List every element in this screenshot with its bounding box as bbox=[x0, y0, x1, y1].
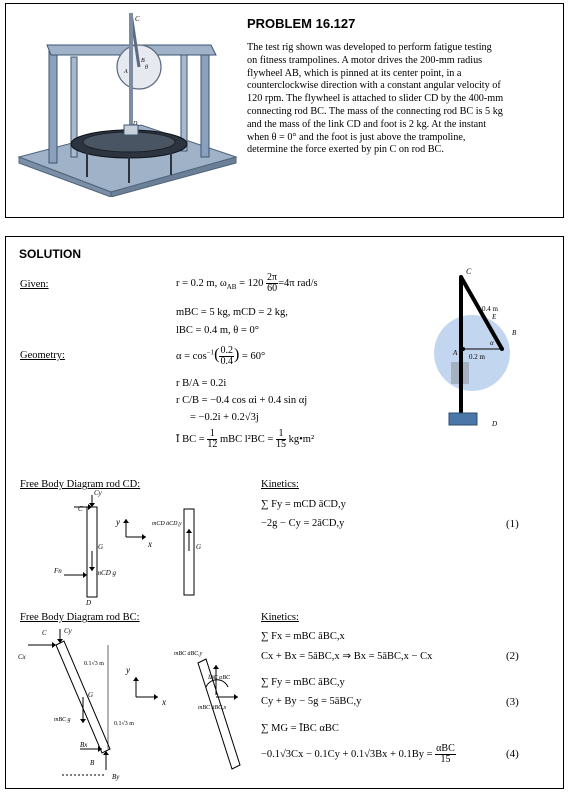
statement-line: and the mass of the link CD and foot is 2 kg. At the instant bbox=[247, 118, 487, 130]
geometry-ibar: Ī BC = $\frac{1}{12}$ mBC l²BC = $\frac{1}{15}$ kg•m² bbox=[176, 428, 315, 450]
fbd-cd-diagram bbox=[34, 489, 234, 607]
problem-title: PROBLEM 16.127 bbox=[247, 16, 356, 31]
diagram-label-e: E bbox=[492, 313, 497, 321]
kinetics-label-cd: Kinetics: bbox=[261, 479, 299, 490]
diagram-label-c: C bbox=[466, 267, 472, 276]
statement-line: counterclockwise direction with a constant angular velocity of bbox=[247, 80, 501, 92]
given-eq-2: mBC = 5 kg, mCD = 2 kg, bbox=[176, 307, 288, 318]
rig-label-a: A bbox=[124, 69, 128, 75]
kinetics-bc-e4: Cy + By − 5g = 5āBC,y bbox=[261, 696, 362, 707]
fbd-bc-d1: 0.1√3 m bbox=[84, 661, 104, 667]
kinetics-bc-e3: ∑ Fy = mBC āBC,y bbox=[261, 677, 345, 688]
rig-label-theta: θ bbox=[145, 65, 148, 71]
fbd-bc-x: x bbox=[162, 697, 166, 707]
fbd-cd-y: y bbox=[116, 517, 120, 527]
kinetics-bc-e6: −0.1√3Cx − 0.1Cy + 0.1√3Bx + 0.1By = $\frac{\text{αBC}}{15}$ bbox=[261, 743, 455, 765]
fbd-cd-mg: mCD g bbox=[96, 569, 117, 577]
fbd-cd-x: x bbox=[148, 539, 152, 549]
diagram-label-d: D bbox=[492, 420, 498, 428]
fbd-bc-c: C bbox=[42, 629, 47, 637]
statement-line: on fitness trampolines. A motor drives the 200-mm radius bbox=[247, 54, 483, 66]
statement-line: 120 rpm. The flywheel is attached to slider CD by the 400-mm bbox=[247, 93, 504, 105]
geometry-label: Geometry: bbox=[20, 350, 65, 361]
given-eq-1: r = 0.2 m, $\omega_{AB} = 120$ $\frac{2\pi}{60}$ =4π rad/s bbox=[176, 272, 318, 294]
geometry-rcb-2: = −0.2i + 0.2√3j bbox=[190, 412, 259, 423]
fbd-cd-label: Free Body Diagram rod CD: bbox=[20, 479, 141, 490]
kinetics-bc-e2: Cx + Bx = 5āBC,x ⇒ Bx = 5āBC,x − Cx bbox=[261, 651, 433, 662]
fbd-cd-cy: Cy bbox=[94, 489, 102, 497]
fbd-bc-d2: 0.1√3 m bbox=[114, 721, 134, 727]
kinetics-cd-e2: −2g − Cy = 2āCD,y bbox=[261, 518, 345, 529]
statement-line: The test rig shown was developed to perform fatigue testing bbox=[247, 42, 492, 53]
equation-number-2: (2) bbox=[506, 650, 519, 662]
statement-line: when θ = 0° and the foot is just above the trampoline, bbox=[247, 131, 466, 143]
statement-line: connecting rod BC. The mass of the connecting rod BC is 5 kg bbox=[247, 105, 503, 117]
rig-label-c: C bbox=[135, 15, 140, 23]
diagram-label-alpha: α bbox=[490, 339, 494, 347]
fbd-cd-d: D bbox=[86, 599, 92, 607]
fbd-bc-may: mBC āBC,y bbox=[174, 651, 203, 657]
fbd-bc-ia: ĪBC αBC bbox=[208, 675, 230, 681]
fbd-bc-cy: Cy bbox=[64, 627, 72, 635]
mechanism-diagram bbox=[424, 263, 534, 438]
statement-line: flywheel AB, which is pinned at its center point, in a bbox=[247, 67, 462, 79]
kinetics-cd-e1: ∑ Fy = mCD āCD,y bbox=[261, 499, 346, 510]
given-eq-3: lBC = 0.4 m, θ = 0° bbox=[176, 325, 259, 336]
rig-label-d: D bbox=[133, 121, 138, 127]
equation-number-1: (1) bbox=[506, 518, 519, 530]
given-label: Given: bbox=[20, 279, 49, 290]
geometry-rba: r B/A = 0.2i bbox=[176, 378, 227, 389]
problem-statement bbox=[247, 42, 552, 157]
solution-box bbox=[5, 236, 564, 789]
geometry-alpha: $\alpha = \cos^{-1}$( $\frac{0.2}{0.4}$ ) = 60° bbox=[176, 345, 266, 368]
test-rig-figure bbox=[11, 7, 239, 197]
rig-label-b: B bbox=[141, 58, 145, 64]
fbd-bc-cx: Cx bbox=[18, 653, 26, 661]
fbd-bc-b: B bbox=[90, 759, 95, 767]
fbd-bc-bx: Bx bbox=[80, 741, 88, 749]
equation-number-4: (4) bbox=[506, 748, 519, 760]
fbd-bc-max: mBC āBC,x bbox=[198, 705, 227, 711]
fbd-cd-fn: Fn bbox=[54, 567, 62, 575]
fbd-cd-g2: G bbox=[196, 543, 202, 551]
diagram-label-a: A bbox=[453, 349, 458, 357]
geometry-rcb: r C/B = −0.4 cos αi + 0.4 sin αj bbox=[176, 395, 308, 406]
fbd-bc-label: Free Body Diagram rod BC: bbox=[20, 612, 140, 623]
solution-title: SOLUTION bbox=[19, 247, 81, 261]
fbd-bc-diagram bbox=[18, 625, 258, 783]
kinetics-bc-e1: ∑ Fx = mBC āBC,x bbox=[261, 631, 345, 642]
kinetics-bc-e5: ∑ MG = ĪBC αBC bbox=[261, 723, 339, 734]
fbd-cd-c: C bbox=[78, 505, 83, 513]
fbd-bc-g: G bbox=[88, 691, 94, 699]
fbd-bc-mg: mBC g bbox=[54, 717, 71, 723]
fbd-bc-by: By bbox=[112, 773, 120, 781]
statement-line: determine the force exerted by pin C on rod BC. bbox=[247, 144, 444, 156]
fbd-bc-y: y bbox=[126, 665, 130, 675]
diagram-len-1: 0.4 m bbox=[482, 305, 498, 313]
problem-box bbox=[5, 3, 564, 218]
diagram-label-b: B bbox=[512, 329, 517, 337]
fbd-cd-ma: mCD āCD,y bbox=[152, 521, 182, 527]
equation-number-3: (3) bbox=[506, 696, 519, 708]
kinetics-label-bc: Kinetics: bbox=[261, 612, 299, 623]
fbd-cd-g: G bbox=[98, 543, 104, 551]
diagram-len-2: 0.2 m bbox=[469, 353, 485, 361]
